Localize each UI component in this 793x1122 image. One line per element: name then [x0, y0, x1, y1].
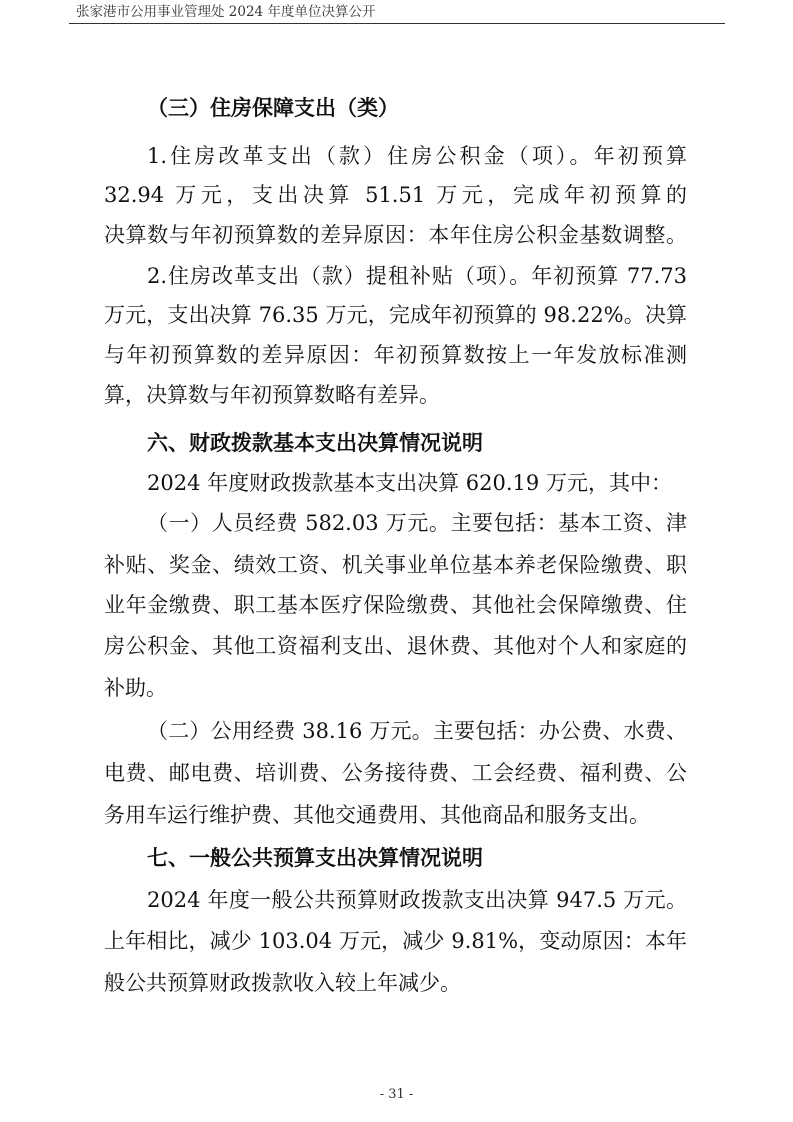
paragraph-line: 2.住房改革支出（款）提租补贴（项）。年初预算 77.73 — [147, 264, 687, 288]
paragraph-line: 32.94 万元，支出决算 51.51 万元，完成年初预算的 — [104, 183, 687, 207]
paragraph-line: 万元，支出决算 76.35 万元，完成年初预算的 98.22%。决算 — [104, 303, 687, 327]
paragraph-line: 2024 年度财政拨款基本支出决算 620.19 万元，其中： — [147, 471, 672, 495]
section-heading-housing: （三）住房保障支出（类） — [147, 96, 399, 120]
page-number: - 31 - — [379, 1087, 414, 1102]
running-header: 张家港市公用事业管理处 2024 年度单位决算公开 — [76, 4, 376, 20]
paragraph-line: 电费、邮电费、培训费、公务接待费、工会经费、福利费、公 — [104, 761, 687, 785]
paragraph-line: 补助。 — [104, 676, 167, 700]
paragraph-line: 算，决算数与年初预算数略有差异。 — [104, 383, 440, 407]
section-heading-basic-expenditure: 六、财政拨款基本支出决算情况说明 — [147, 431, 483, 455]
paragraph-line: 上年相比，减少 103.04 万元，减少 9.81%，变动原因：本年 — [104, 929, 687, 953]
paragraph-line: 业年金缴费、职工基本医疗保险缴费、其他社会保障缴费、住 — [104, 593, 687, 617]
paragraph-line: 与年初预算数的差异原因：年初预算数按上一年发放标准测 — [104, 343, 687, 367]
paragraph-line: （一）人员经费 582.03 万元。主要包括：基本工资、津 — [147, 511, 687, 535]
paragraph-line: （二）公用经费 38.16 万元。主要包括：办公费、水费、 — [147, 719, 687, 743]
section-heading-general-budget: 七、一般公共预算支出决算情况说明 — [147, 846, 483, 870]
paragraph-line: 房公积金、其他工资福利支出、退休费、其他对个人和家庭的 — [104, 634, 687, 658]
paragraph-line: 补贴、奖金、绩效工资、机关事业单位基本养老保险缴费、职 — [104, 553, 687, 577]
paragraph-line: 2024 年度一般公共预算财政拨款支出决算 947.5 万元。 — [147, 888, 687, 912]
paragraph-line: 决算数与年初预算数的差异原因：本年住房公积金基数调整。 — [104, 223, 687, 247]
paragraph-line: 1.住房改革支出（款）住房公积金（项）。年初预算 — [147, 144, 687, 168]
paragraph-line: 般公共预算财政拨款收入较上年减少。 — [104, 971, 461, 995]
paragraph-line: 务用车运行维护费、其他交通费用、其他商品和服务支出。 — [104, 803, 650, 827]
